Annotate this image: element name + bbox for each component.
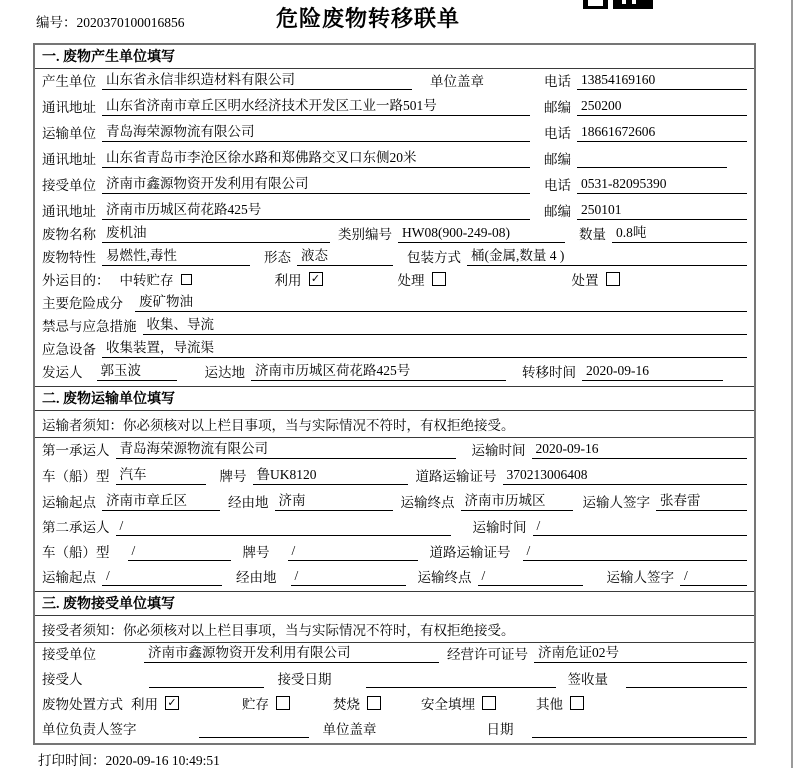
- route2-end-label: 运输终点: [417, 570, 472, 585]
- purpose-option-dispose: [572, 269, 620, 289]
- print-time-value: 2020-09-16 10:49:51: [105, 753, 220, 768]
- disposal-option-other-label: 其他: [536, 697, 563, 712]
- row-waste-traits: [35, 248, 754, 271]
- responsible-signature-label: 单位负责人签字: [42, 722, 137, 737]
- waste-qty-value: 0.8吨: [612, 221, 747, 243]
- emergency-equipment-value: 收集装置，导流渠: [102, 336, 747, 358]
- row-producer-unit: [35, 69, 754, 95]
- row-transporter-unit: [35, 121, 754, 147]
- producer-seal-label: 单位盖章: [430, 74, 484, 89]
- responsible-signature-value: [199, 723, 309, 738]
- carrier2-label: 第二承运人: [42, 520, 110, 535]
- route1-start-value: 济南市章丘区: [102, 489, 220, 511]
- vehicle2-license-label: 道路运输证号: [429, 545, 511, 560]
- qr-code-fragment-icon: [583, 0, 653, 9]
- section3-notice: 接受者须知：你必须核对以上栏目事项，当与实际情况不符时，有权拒绝接受。: [35, 616, 754, 643]
- row-producer-address: [35, 95, 754, 121]
- section1-title: 一. 废物产生单位填写: [35, 45, 754, 69]
- section3-title: 三. 废物接受单位填写: [35, 591, 754, 616]
- route1-via-label: 经由地: [228, 495, 269, 510]
- serial-number-value: 2020370100016856: [76, 15, 185, 30]
- transfer-time-label: 转移时间: [522, 365, 576, 380]
- disposal-option-storage-label: 贮存: [242, 697, 269, 712]
- row-carrier2: [35, 516, 754, 541]
- route1-start-label: 运输起点: [42, 495, 96, 510]
- purpose-option-utilize-checkbox: ✓: [309, 272, 323, 286]
- page-right-edge: [791, 0, 793, 768]
- signed-qty-label: 签收量: [567, 672, 608, 687]
- disposal-option-landfill-checkbox: [482, 696, 496, 710]
- producer-phone-label: 电话: [544, 74, 571, 89]
- section2-notice: 运输者须知：你必须核对以上栏目事项，当与实际情况不符时，有权拒绝接受。: [35, 411, 754, 438]
- producer-postcode-label: 邮编: [544, 100, 571, 115]
- purpose-option-treat-label: 处理: [397, 273, 425, 288]
- accept-unit-value: 济南市鑫源物资开发利用有限公司: [144, 641, 439, 663]
- route1-sign-label: 运输人签字: [582, 495, 650, 510]
- emergency-equipment-label: 应急设备: [42, 342, 96, 357]
- document-header: [0, 0, 796, 43]
- receiver-phone-value: 0531-82095390: [577, 176, 747, 194]
- route2-sign-label: 运输人签字: [606, 570, 674, 585]
- waste-qty-label: 数量: [579, 227, 606, 242]
- row-route1: [35, 490, 754, 516]
- waste-traits-value: 易燃性,毒性: [102, 244, 250, 266]
- purpose-option-transfer-storage: [120, 269, 192, 289]
- carrier1-label: 第一承运人: [42, 443, 110, 458]
- row-accept-unit: [35, 643, 754, 668]
- transporter-unit-label: 运输单位: [42, 126, 96, 141]
- vehicle1-license-label: 道路运输证号: [415, 469, 497, 484]
- operating-license-label: 经营许可证号: [447, 647, 528, 662]
- destination-value: 济南市历城区荷花路425号: [251, 359, 506, 381]
- waste-form-value: 液态: [297, 244, 393, 266]
- waste-code-value: HW08(900-249-08): [398, 225, 565, 243]
- receiver-address-value: 济南市历城区荷花路425号: [102, 198, 530, 220]
- transfer-form-table: [33, 43, 756, 745]
- route2-via-label: 经由地: [236, 570, 277, 585]
- serial-number-label: 编号：: [36, 15, 77, 30]
- vehicle2-plate-label: 牌号: [242, 545, 270, 560]
- purpose-option-treat-checkbox: [432, 272, 446, 286]
- dispatcher-label: 发运人: [42, 365, 83, 380]
- print-time-label: 打印时间：: [38, 753, 106, 768]
- operating-license-value: 济南危证02号: [534, 641, 747, 663]
- row-vehicle2: [35, 541, 754, 566]
- disposal-option-utilize-label: 利用: [131, 697, 158, 712]
- waste-pack-value: 桶(金属,数量 4 ): [467, 244, 747, 266]
- signed-qty-value: [626, 673, 747, 688]
- vehicle2-type-value: /: [128, 543, 231, 561]
- transfer-purpose-label: 外运目的：: [42, 273, 110, 288]
- row-vehicle1: [35, 464, 754, 490]
- vehicle1-type-value: 汽车: [116, 463, 206, 485]
- transfer-time-value: 2020-09-16: [582, 363, 723, 381]
- vehicle2-plate-value: /: [288, 543, 418, 561]
- transporter-address-label: 通讯地址: [42, 152, 96, 167]
- hazard-components-value: 废矿物油: [135, 290, 747, 312]
- purpose-option-utilize-label: 利用: [274, 273, 302, 288]
- receiver-address-label: 通讯地址: [42, 204, 96, 219]
- section2-title: 二. 废物运输单位填写: [35, 386, 754, 411]
- receiver-unit-value: 济南市鑫源物资开发利用有限公司: [102, 172, 530, 194]
- row-transporter-address: [35, 147, 754, 173]
- carrier2-time-value: /: [533, 518, 748, 536]
- disposal-option-incinerate-checkbox: [367, 696, 381, 710]
- route2-start-label: 运输起点: [42, 570, 96, 585]
- carrier1-value: 青岛海荣源物流有限公司: [116, 437, 456, 459]
- waste-name-label: 废物名称: [42, 227, 96, 242]
- transporter-unit-value: 青岛海荣源物流有限公司: [102, 120, 530, 142]
- sign-date-label: 日期: [486, 722, 514, 737]
- row-dispatch: [35, 363, 754, 386]
- sign-date-value: [532, 723, 748, 738]
- purpose-option-treat: [398, 269, 446, 289]
- waste-form-label: 形态: [264, 250, 291, 265]
- disposal-option-utilize: [131, 693, 179, 713]
- vehicle1-type-label: 车（船）型: [42, 469, 110, 484]
- route1-end-value: 济南市历城区: [461, 489, 573, 511]
- print-time: [38, 749, 220, 769]
- emergency-measures-label: 禁忌与应急措施: [42, 319, 137, 334]
- purpose-option-dispose-checkbox: [606, 272, 620, 286]
- dispatcher-value: 郭玉波: [97, 359, 177, 381]
- producer-phone-value: 13854169160: [577, 72, 747, 90]
- disposal-option-landfill: [421, 693, 496, 713]
- row-acceptor: [35, 668, 754, 693]
- waste-name-value: 废机油: [102, 221, 330, 243]
- disposal-option-landfill-label: 安全填埋: [421, 697, 475, 712]
- vehicle2-license-value: /: [523, 543, 748, 561]
- route2-start-value: /: [102, 568, 222, 586]
- purpose-option-transfer-storage-label: 中转贮存: [119, 273, 174, 288]
- transporter-phone-value: 18661672606: [577, 124, 747, 142]
- vehicle1-plate-label: 牌号: [219, 469, 247, 484]
- waste-code-label: 类别编号: [338, 227, 392, 242]
- route2-end-value: /: [478, 568, 583, 586]
- transporter-postcode-label: 邮编: [544, 152, 571, 167]
- row-receiver-unit: [35, 173, 754, 199]
- receiver-postcode-value: 250101: [577, 202, 747, 220]
- row-route2: [35, 566, 754, 591]
- acceptor-value: [149, 673, 264, 688]
- unit-seal-label: 单位盖章: [322, 722, 377, 737]
- transporter-postcode-value: [577, 153, 727, 168]
- disposal-option-incinerate: [333, 693, 381, 713]
- vehicle2-type-label: 车（船）型: [42, 545, 110, 560]
- row-carrier1: [35, 438, 754, 464]
- receiver-postcode-label: 邮编: [544, 204, 571, 219]
- disposal-option-storage: [242, 693, 290, 713]
- producer-address-value: 山东省济南市章丘区明水经济技术开发区工业一路501号: [102, 94, 530, 116]
- waste-traits-label: 废物特性: [42, 250, 96, 265]
- vehicle1-plate-value: 鲁UK8120: [253, 463, 408, 485]
- receiver-phone-label: 电话: [544, 178, 571, 193]
- accept-unit-label: 接受单位: [42, 647, 96, 662]
- route2-sign-value: /: [680, 568, 747, 586]
- disposal-option-storage-checkbox: [276, 696, 290, 710]
- transporter-address-value: 山东省青岛市李沧区徐水路和郑佛路交叉口东侧20米: [102, 146, 530, 168]
- disposal-option-incinerate-label: 焚烧: [333, 697, 360, 712]
- disposal-option-other-checkbox: [570, 696, 584, 710]
- waste-pack-label: 包装方式: [407, 250, 461, 265]
- row-responsible-signature: [35, 718, 754, 743]
- producer-unit-label: 产生单位: [42, 74, 96, 89]
- producer-unit-value: 山东省永信非织造材料有限公司: [102, 68, 412, 90]
- route1-end-label: 运输终点: [400, 495, 455, 510]
- purpose-option-dispose-label: 处置: [571, 273, 599, 288]
- route1-sign-value: 张春雷: [656, 489, 747, 511]
- route1-via-value: 济南: [275, 489, 393, 511]
- accept-date-value: [366, 673, 556, 688]
- disposal-option-other: [536, 693, 584, 713]
- producer-address-label: 通讯地址: [42, 100, 96, 115]
- purpose-option-utilize: [275, 269, 323, 289]
- transporter-phone-label: 电话: [544, 126, 571, 141]
- purpose-option-transfer-storage-checkbox: [181, 274, 192, 285]
- carrier2-value: /: [116, 518, 451, 536]
- destination-label: 运达地: [204, 365, 245, 380]
- hazard-components-label: 主要危险成分: [42, 296, 123, 311]
- acceptor-label: 接受人: [42, 672, 83, 687]
- carrier2-time-label: 运输时间: [472, 520, 527, 535]
- document-title: 危险废物转移联单: [275, 6, 460, 31]
- row-disposal-method: [35, 693, 754, 718]
- accept-date-label: 接受日期: [277, 672, 332, 687]
- carrier1-time-label: 运输时间: [471, 443, 526, 458]
- producer-postcode-value: 250200: [577, 98, 747, 116]
- vehicle1-license-value: 370213006408: [503, 467, 748, 485]
- route2-via-value: /: [291, 568, 406, 586]
- disposal-method-label: 废物处置方式: [42, 697, 123, 712]
- carrier1-time-value: 2020-09-16: [532, 441, 748, 459]
- disposal-option-utilize-checkbox: ✓: [165, 696, 179, 710]
- receiver-unit-label: 接受单位: [42, 178, 96, 193]
- emergency-measures-value: 收集、导流: [143, 313, 748, 335]
